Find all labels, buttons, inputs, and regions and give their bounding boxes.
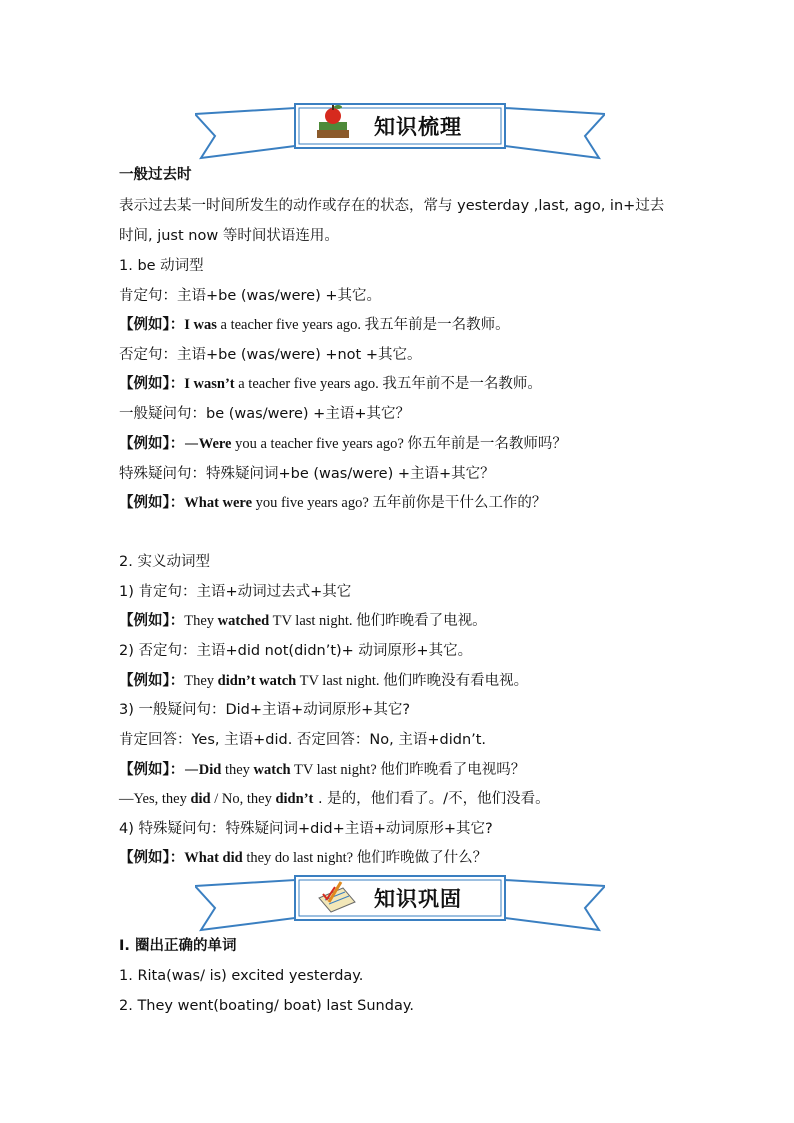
be-pos-example: 【例如】：I was a teacher five years ago. 我五年前是一名教师。 xyxy=(119,317,510,333)
be-neg-rule: 否定句：主语+be (was/were) +not +其它。 xyxy=(119,347,422,363)
example-label: 【例如】： xyxy=(119,317,185,333)
be-wh-rule: 特殊疑问句：特殊疑问词+be (was/were) +主语+其它？ xyxy=(119,466,495,482)
verb-reply: —Yes, they did / No, they didn’t . 是的，他们看了。/不，他们没看。 xyxy=(119,791,550,807)
verb-neg-example: 【例如】：They didn’t watch TV last night. 他们昨晚没有看电视。 xyxy=(119,673,529,689)
exercise-item: 2. They went(boating/ boat) last Sunday. xyxy=(119,998,414,1014)
verb-pos-rule: 1) 肯定句：主语+动词过去式+其它 xyxy=(119,584,352,600)
banner-knowledge-consolidation xyxy=(195,872,605,932)
exercise-item: 1. Rita(was/ is) excited yesterday. xyxy=(119,968,364,984)
example-label: 【例如】： xyxy=(119,673,185,689)
example-label: 【例如】： xyxy=(119,436,185,452)
be-neg-example: 【例如】：I wasn’t a teacher five years ago. 我五年前不是一名教师。 xyxy=(119,376,542,392)
verb-pos-example: 【例如】：They watched TV last night. 他们昨晚看了电视。 xyxy=(119,613,487,629)
example-label: 【例如】： xyxy=(119,495,185,511)
be-question-rule: 一般疑问句：be (was/were) +主语+其它？ xyxy=(119,406,410,422)
example-label: 【例如】： xyxy=(119,762,185,778)
be-question-example: 【例如】：—Were you a teacher five years ago? 你五年前是一名教师吗？ xyxy=(119,436,567,452)
verb-neg-rule: 2) 否定句：主语+did not(didn’t)+ 动词原形+其它。 xyxy=(119,643,473,659)
example-label: 【例如】： xyxy=(119,613,185,629)
section-title: 一般过去时 xyxy=(119,167,192,183)
banner-knowledge-summary xyxy=(195,100,605,160)
intro-line-2: 时间, just now 等时间状语连用。 xyxy=(119,228,339,244)
exercise-title: I. 圈出正确的单词 xyxy=(119,938,237,954)
be-wh-example: 【例如】：What were you five years ago? 五年前你是干什么工作的？ xyxy=(119,495,547,511)
be-pos-rule: 肯定句：主语+be (was/were) +其它。 xyxy=(119,288,381,304)
be-title: 1. be 动词型 xyxy=(119,258,204,274)
example-label: 【例如】： xyxy=(119,850,185,866)
banner-title: 知识梳理 xyxy=(374,115,462,139)
verb-wh-example: 【例如】：What did they do last night? 他们昨晚做了什么？ xyxy=(119,850,488,866)
verb-wh-rule: 4) 特殊疑问句：特殊疑问词+did+主语+动词原形+其它? xyxy=(119,821,493,837)
verb-title: 2. 实义动词型 xyxy=(119,554,210,570)
example-label: 【例如】： xyxy=(119,376,185,392)
verb-answers: 肯定回答：Yes, 主语+did. 否定回答：No, 主语+didn’t. xyxy=(119,732,487,748)
intro-line-1: 表示过去某一时间所发生的动作或存在的状态，常与 yesterday ,last, ago, in+过去 xyxy=(119,198,665,214)
verb-question-rule: 3) 一般疑问句：Did+主语+动词原形+其它? xyxy=(119,702,411,718)
banner-title: 知识巩固 xyxy=(374,887,462,911)
verb-question-example: 【例如】：—Did they watch TV last night? 他们昨晚看了电视吗？ xyxy=(119,762,526,778)
